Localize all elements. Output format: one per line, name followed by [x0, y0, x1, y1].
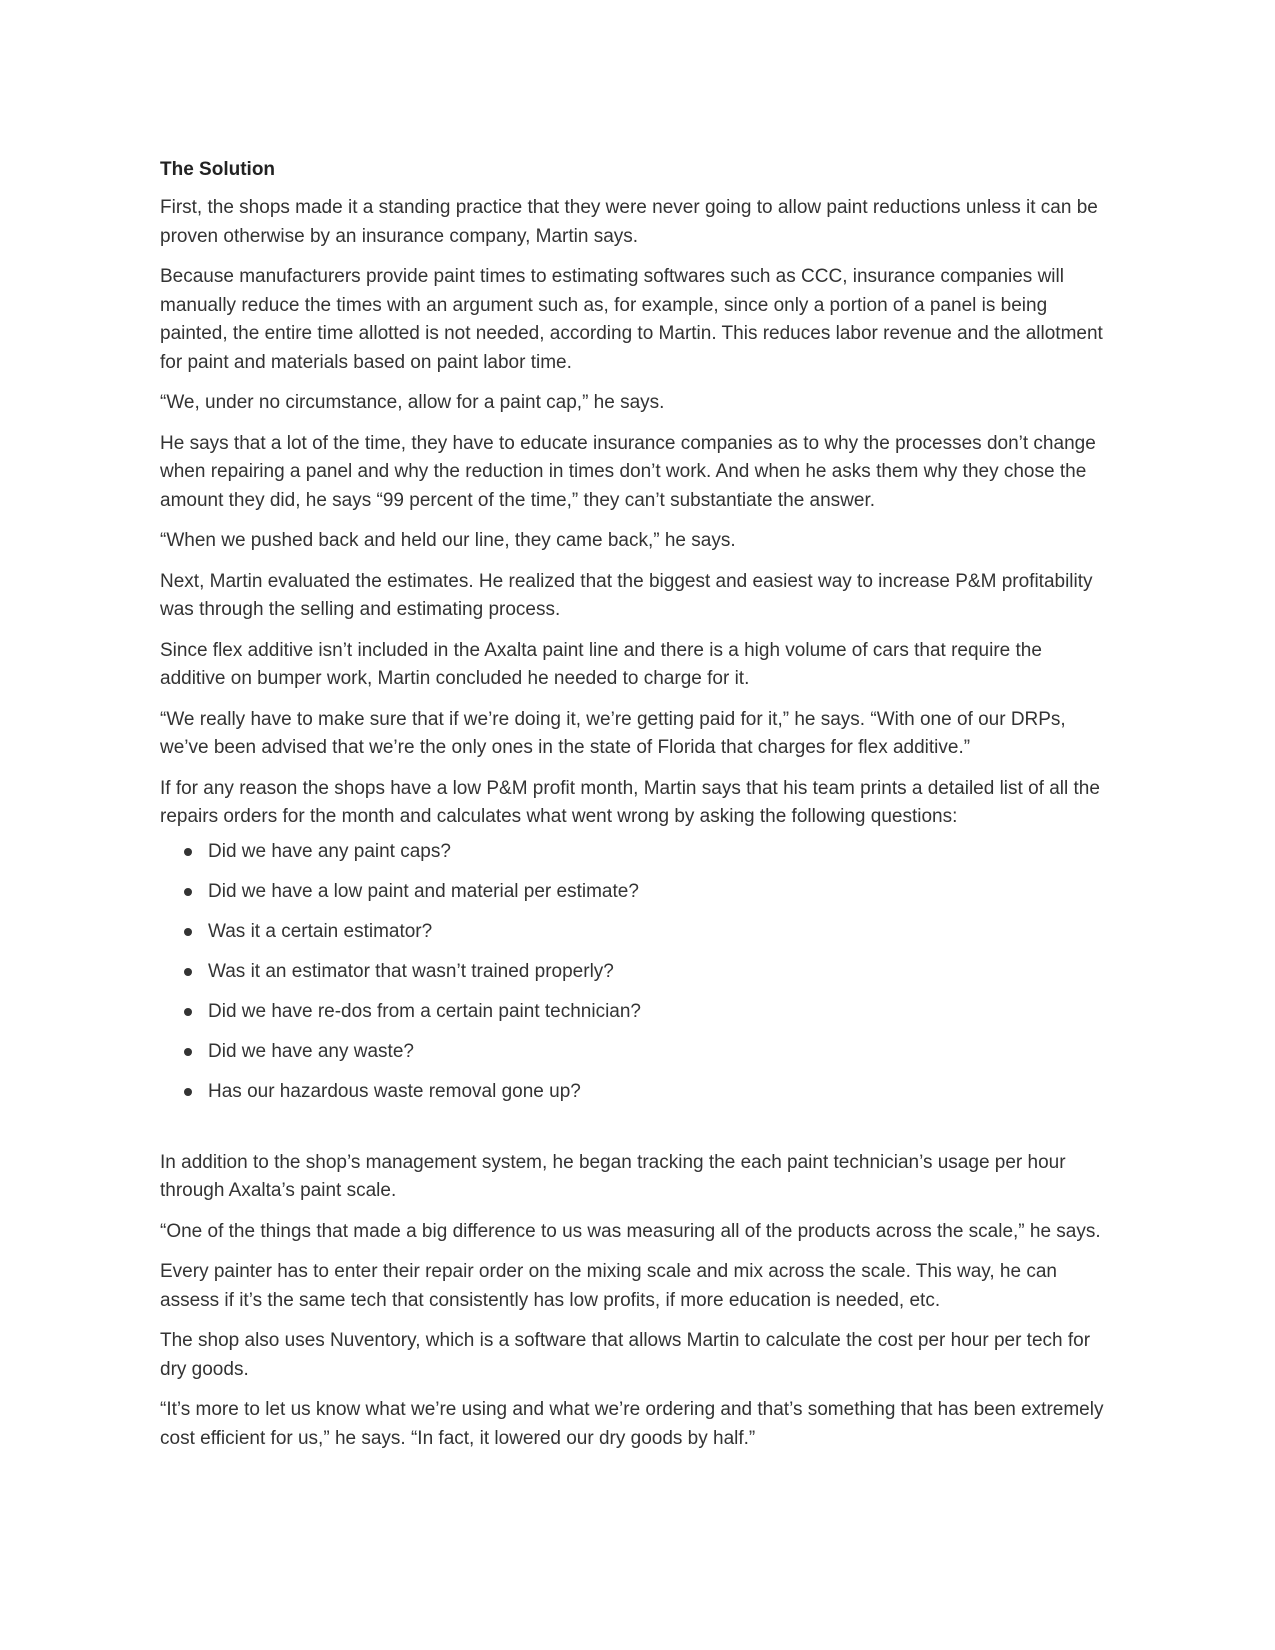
bullet-icon [184, 888, 192, 896]
paragraph: “We really have to make sure that if we’re doing it, we’re getting paid for it,” he says. “With one of our DRPs, we’ve been advised that we’re the only ones in the state of Florida that charges for flex additive.” [160, 708, 1066, 758]
list-item-text: Has our hazardous waste removal gone up? [208, 1080, 581, 1102]
bullet-icon [184, 968, 192, 976]
section-heading: The Solution [160, 159, 276, 180]
paragraph: Since flex additive isn’t included in the Axalta paint line and there is a high volume of cars that require the additive on bumper work, Martin concluded he needed to charge for it. [160, 639, 1042, 689]
list-item-text: Did we have re-dos from a certain paint technician? [208, 1000, 642, 1022]
list-item [160, 838, 1110, 866]
paragraph: “One of the things that made a big difference to us was measuring all of the products across the scale,” he says. [160, 1220, 1101, 1242]
paragraph: Every painter has to enter their repair order on the mixing scale and mix across the scale. This way, he can assess if it’s the same tech that consistently has low profits, if more education is needed, etc. [160, 1261, 1057, 1311]
bullet-icon [184, 1048, 192, 1056]
questions-list [160, 838, 1110, 1106]
list-item [160, 878, 1110, 906]
paragraph: “It’s more to let us know what we’re using and what we’re ordering and that’s something that has been extremely cost efficient for us,” he says. “In fact, it lowered our dry goods by half.” [160, 1399, 1104, 1449]
list-item-text: Was it a certain estimator? [208, 920, 433, 942]
list-item [160, 1078, 1110, 1106]
paragraph: Because manufacturers provide paint times to estimating softwares such as CCC, insurance companies will manually reduce the times with an argument such as, for example, since only a portion of a panel is being painted, the entire time allotted is not needed, according to Martin. This reduces labor revenue and the allotment for paint and materials based on paint labor time. [160, 266, 1103, 373]
list-item [160, 918, 1110, 946]
bullet-icon [184, 848, 192, 856]
list-item-text: Did we have any waste? [208, 1040, 414, 1062]
paragraph: Next, Martin evaluated the estimates. He realized that the biggest and easiest way to increase P&M profitability was through the selling and estimating process. [160, 570, 1093, 620]
bullet-icon [184, 928, 192, 936]
list-item-text: Was it an estimator that wasn’t trained properly? [208, 960, 614, 982]
paragraph: “We, under no circumstance, allow for a paint cap,” he says. [160, 392, 665, 413]
bullet-icon [184, 1088, 192, 1096]
bullet-icon [184, 1008, 192, 1016]
document-page [160, 156, 1110, 1465]
paragraph: First, the shops made it a standing practice that they were never going to allow paint reductions unless it can be proven otherwise by an insurance company, Martin says. [160, 197, 1098, 247]
paragraph: He says that a lot of the time, they have to educate insurance companies as to why the processes don’t change when repairing a panel and why the reduction in times don’t work. And when he asks them why they chose the amount they did, he says “99 percent of the time,” they can’t substantiate the answer. [160, 432, 1096, 511]
list-item-text: Did we have any paint caps? [208, 840, 451, 862]
spacer [160, 1118, 1110, 1149]
list-item [160, 1038, 1110, 1066]
paragraph: If for any reason the shops have a low P&M profit month, Martin says that his team prints a detailed list of all the repairs orders for the month and calculates what went wrong by asking the following questions: [160, 777, 1100, 827]
list-item [160, 998, 1110, 1026]
paragraph: “When we pushed back and held our line, they came back,” he says. [160, 530, 736, 551]
paragraph: In addition to the shop’s management system, he began tracking the each paint technician’s usage per hour through Axalta’s paint scale. [160, 1151, 1066, 1201]
list-item-text: Did we have a low paint and material per estimate? [208, 880, 639, 902]
list-item [160, 958, 1110, 986]
paragraph: The shop also uses Nuventory, which is a software that allows Martin to calculate the cost per hour per tech for dry goods. [160, 1330, 1091, 1380]
